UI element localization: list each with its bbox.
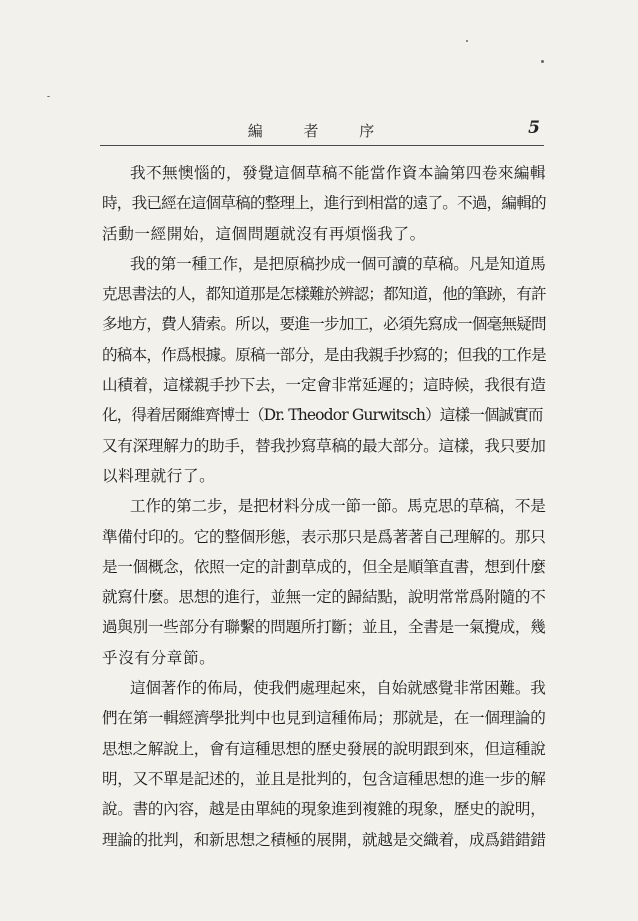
text-line: 明，又不單是記述的，並且是批判的，包含這種思想的進一步的解 xyxy=(102,769,546,788)
text-line: 又有深理解力的助手，替我抄寫草稿的最大部分。這樣，我只要加 xyxy=(102,436,546,455)
text-line: 理論的批判，和新思想之積極的展開，就越是交織着，成爲錯錯錯 xyxy=(102,830,546,849)
paper-speck xyxy=(466,40,468,42)
text-line: 我的第一種工作，是把原稿抄成一個可讀的草稿。凡是知道馬 xyxy=(130,254,546,273)
paragraph-1 xyxy=(102,158,546,249)
text-line: 的稿本，作爲根據。原稿一部分，是由我親手抄寫的；但我的工作是 xyxy=(102,345,546,364)
text-line: 乎沒有分章節。 xyxy=(102,648,216,667)
paper-speck xyxy=(541,60,544,63)
running-header xyxy=(100,120,540,144)
text-line: 克思書法的人，都知道那是怎樣難於辨認；都知道，他的筆跡，有許 xyxy=(102,285,546,304)
text-line: 工作的第二步，是把材料分成一節一節。馬克思的草稿，不是 xyxy=(130,497,546,516)
text-line: 我不無懊惱的，發覺這個草稿不能當作資本論第四卷來編輯 xyxy=(130,164,546,182)
text-line: 思想之解說上，會有這種思想的歷史發展的說明跟到來，但這種說 xyxy=(102,739,546,758)
text-line: 以料理就行了。 xyxy=(102,466,216,485)
text-line: 就寫什麼。思想的進行，並無一定的歸結點，說明常常爲附隨的不 xyxy=(102,588,546,607)
text-line: 活動一經開始，這個問題就沒有再煩惱我了。 xyxy=(102,224,426,243)
text-line: 說。書的內容，越是由單純的現象進到複雜的現象，歷史的說明， xyxy=(102,800,546,819)
text-line: 時，我已經在這個草稿的整理上，進行到相當的遠了。不過，編輯的 xyxy=(102,194,546,213)
paragraph-2 xyxy=(102,249,546,491)
paper-speck xyxy=(47,96,50,97)
page-number: 5 xyxy=(528,118,540,138)
text-line: 化，得着居爾維齊博士（Dr. Theodor Gurwitsch）這樣一個誠實而 xyxy=(102,406,543,425)
header-rule xyxy=(100,145,544,146)
text-line: 們在第一輯經濟學批判中也見到這種佈局；那就是，在一個理論的 xyxy=(102,709,546,728)
text-line: 山積着，這樣親手抄下去，一定會非常延遲的；這時候，我很有造 xyxy=(102,376,546,395)
text-line: 過與別一些部分有聯繫的問題所打斷；並且，全書是一氣攪成，幾 xyxy=(102,618,546,637)
paragraph-4 xyxy=(102,673,546,855)
paragraph-3 xyxy=(102,491,546,673)
body-text xyxy=(102,158,546,855)
chapter-title: 編 者 序 xyxy=(247,122,393,140)
text-line: 是一個概念，依照一定的計劃草成的，但全是順筆直書，想到什麼 xyxy=(102,557,546,576)
text-line: 多地方，費人猜索。所以，要進一步加工，必須先寫成一個毫無疑問 xyxy=(102,315,546,334)
text-line: 準備付印的。它的整個形態，表示那只是爲著著自己理解的。那只 xyxy=(102,527,546,546)
text-line: 這個著作的佈局，使我們處理起來，自始就感覺非常困難。我 xyxy=(130,679,546,698)
